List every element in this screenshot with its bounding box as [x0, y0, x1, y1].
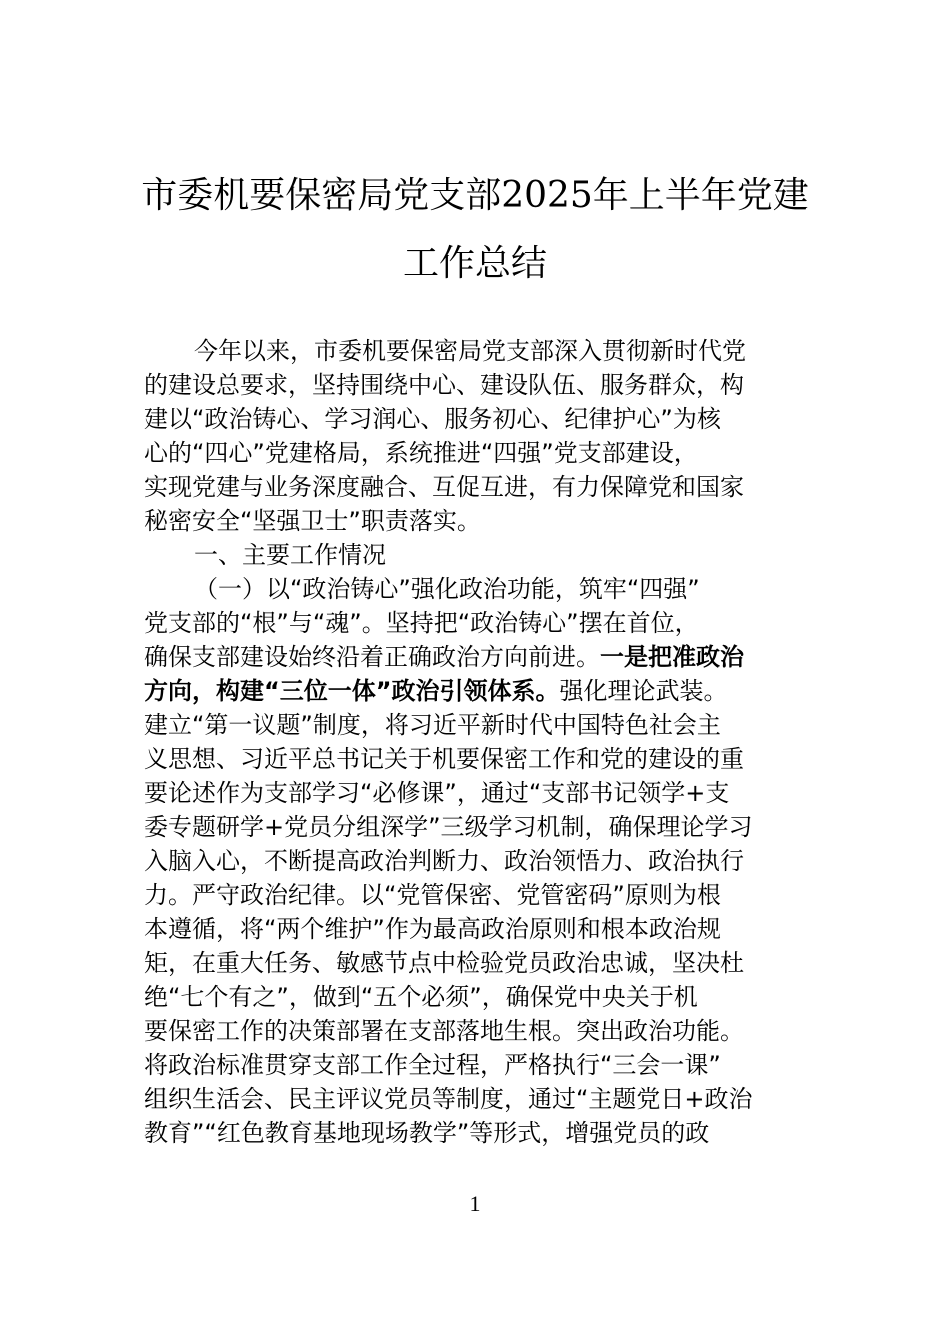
body-line: 入脑入心，不断提高政治判断力、政治领悟力、政治执行: [144, 847, 744, 875]
body-line: [144, 640, 824, 674]
body-line: 教育”“红色教育基地现场教学”等形式，增强党员的政: [144, 1119, 710, 1147]
bold-emphasis: 方向，构建“三位一体”政治引领体系。: [144, 677, 560, 705]
body-line: 将政治标准贯穿支部工作全过程，严格执行“三会一课”: [144, 1051, 721, 1079]
body-line: 建以“政治铸心、学习润心、服务初心、纪律护心”为核: [144, 405, 721, 433]
section-heading: 一、主要工作情况: [194, 541, 386, 569]
subsection-heading: （一）以“政治铸心”强化政治功能，筑牢“四强”: [194, 575, 700, 603]
body-line: 要论述作为支部学习“必修课”，通过“支部书记领学+支: [144, 779, 730, 807]
body-line: 矩，在重大任务、敏感节点中检验党员政治忠诚，坚决杜: [144, 949, 744, 977]
body-line: 力。严守政治纪律。以“党管保密、党管密码”原则为根: [144, 881, 721, 909]
body-line: [144, 674, 824, 708]
document-title-line-1: 市委机要保密局党支部2025年上半年党建: [141, 175, 809, 216]
body-line: 绝“七个有之”，做到“五个必须”，确保党中央关于机: [144, 983, 698, 1011]
body-line: 心的“四心”党建格局，系统推进“四强”党支部建设，: [144, 439, 698, 467]
body-line: 实现党建与业务深度融合、互促互进，有力保障党和国家: [144, 473, 744, 501]
bold-emphasis: 一是把准政治: [600, 643, 744, 671]
body-line: 秘密安全“坚强卫士”职责落实。: [144, 507, 481, 535]
body-line: 要保密工作的决策部署在支部落地生根。突出政治功能。: [144, 1017, 744, 1045]
body-line: 的建设总要求，坚持围绕中心、建设队伍、服务群众，构: [144, 371, 744, 399]
body-text-segment: 强化理论武装。: [559, 677, 728, 705]
body-line: 委专题研学+党员分组深学”三级学习机制，确保理论学习: [144, 813, 753, 841]
body-line: 建立“第一议题”制度，将习近平新时代中国特色社会主: [144, 711, 721, 739]
document-title-line-2: 工作总结: [402, 243, 547, 284]
body-text-segment: 确保支部建设始终沿着正确政治方向前进。: [144, 643, 600, 671]
body-line: 本遵循，将“两个维护”作为最高政治原则和根本政治规: [144, 915, 721, 943]
body-line: 组织生活会、民主评议党员等制度，通过“主题党日+政治: [144, 1085, 753, 1113]
body-line: 今年以来，市委机要保密局党支部深入贯彻新时代党: [194, 337, 746, 365]
body-line: 党支部的“根”与“魂”。坚持把“政治铸心”摆在首位，: [144, 609, 699, 637]
body-line: 义思想、习近平总书记关于机要保密工作和党的建设的重: [144, 745, 744, 773]
document-body: [144, 334, 824, 1150]
page-number: 1: [469, 1191, 481, 1216]
